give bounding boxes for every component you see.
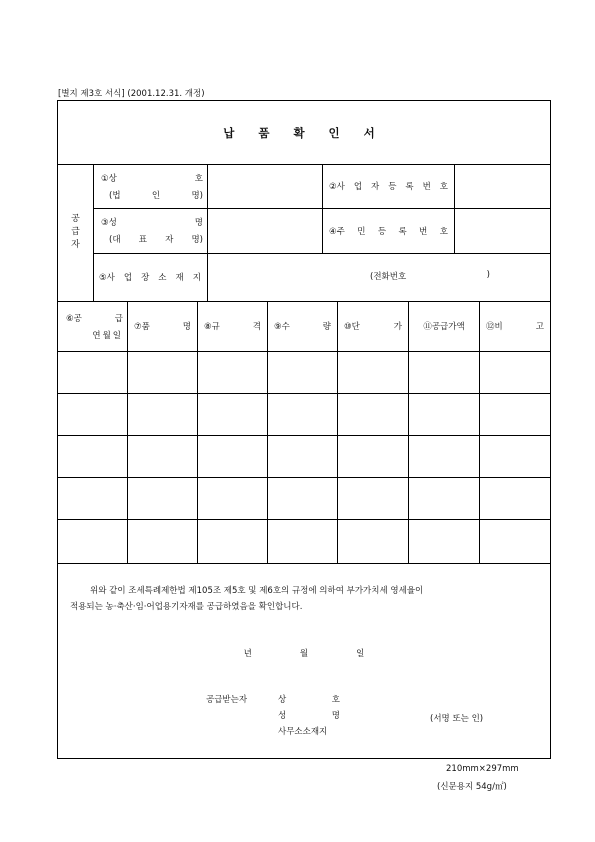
cell-supply-amount[interactable] [409, 351, 480, 393]
cell-quantity[interactable] [268, 393, 338, 435]
cell-unit-price[interactable] [338, 351, 409, 393]
business-address-field[interactable] [208, 253, 550, 301]
cell-spec[interactable] [198, 393, 268, 435]
trade-name-label-line2: (법 인 명) [109, 190, 203, 201]
date-year: 년 [243, 649, 252, 659]
trade-name-label [93, 164, 208, 208]
form-title: 납 품 확 인 서 [223, 125, 385, 140]
col-spec: ⑧규 격 [198, 301, 268, 351]
delivery-confirmation-form [57, 100, 551, 759]
cell-spec[interactable] [198, 519, 268, 563]
cell-supply-date[interactable] [58, 393, 128, 435]
items-header-row [58, 301, 550, 352]
table-row [58, 435, 550, 478]
cell-supply-amount[interactable] [409, 519, 480, 563]
supplier-row-address [93, 253, 550, 301]
cell-quantity[interactable] [268, 519, 338, 563]
cell-remarks[interactable] [480, 477, 550, 519]
date-line [58, 647, 550, 659]
date-day: 일 [356, 649, 365, 659]
col-item-name: ⑦품 명 [128, 301, 198, 351]
representative-name-label-line2: (대 표 자 명) [109, 235, 203, 245]
items-table [58, 301, 550, 564]
cell-unit-price[interactable] [338, 435, 409, 477]
cell-supply-date[interactable] [58, 519, 128, 563]
statement-text: 위와 같이 조세특례제한법 제105조 제5호 및 제6호의 규정에 의하여 부가가치세 영세율이 적용되는 농·축산·임·어업용기자재를 공급하였음을 확인합니다. [70, 586, 424, 612]
cell-item-name[interactable] [128, 435, 198, 477]
cell-remarks[interactable] [480, 435, 550, 477]
cell-remarks[interactable] [480, 351, 550, 393]
cell-quantity[interactable] [268, 435, 338, 477]
business-address-label: ⑤사 업 장 소 재 지 [93, 253, 208, 301]
cell-quantity[interactable] [268, 351, 338, 393]
table-row [58, 351, 550, 394]
receiver-address-label: 사무소소재지 [278, 727, 328, 737]
phone-number-field: (전화번호 ) [370, 270, 490, 282]
resident-reg-no-label: ④주 민 등 록 번 호 [323, 208, 455, 253]
receiver-name-label: 성 명 [278, 711, 340, 721]
title-row [58, 101, 550, 165]
receiver-trade-label: 상 호 [278, 695, 340, 705]
cell-item-name[interactable] [128, 519, 198, 563]
cell-remarks[interactable] [480, 519, 550, 563]
cell-supply-amount[interactable] [409, 477, 480, 519]
table-row [58, 519, 550, 563]
date-month: 월 [299, 649, 309, 659]
cell-unit-price[interactable] [338, 393, 409, 435]
supplier-side-label: 공급자 [58, 164, 94, 301]
paper-size-note: 210mm×297mm [446, 764, 519, 774]
cell-spec[interactable] [198, 477, 268, 519]
cell-item-name[interactable] [128, 477, 198, 519]
col-remarks: ⑫비 고 [486, 322, 544, 332]
trade-name-field[interactable] [208, 164, 323, 208]
cell-supply-amount[interactable] [409, 435, 480, 477]
cell-spec[interactable] [198, 351, 268, 393]
receiver-caption: 공급받는자 [206, 695, 248, 705]
cell-item-name[interactable] [128, 393, 198, 435]
cell-supply-date[interactable] [58, 435, 128, 477]
cell-supply-date[interactable] [58, 351, 128, 393]
trade-name-label-line1: ①상 호 [101, 173, 203, 184]
representative-name-field[interactable] [208, 208, 323, 253]
cell-remarks[interactable] [480, 393, 550, 435]
cell-quantity[interactable] [268, 477, 338, 519]
supplier-section [58, 164, 550, 302]
signature-note: (서명 또는 인) [430, 714, 484, 724]
supplier-row-trade-name [93, 164, 550, 209]
cell-supply-date[interactable] [58, 477, 128, 519]
resident-reg-no-field[interactable] [455, 208, 550, 253]
col-supply-amount: ⑪공급가액 [409, 301, 480, 351]
representative-name-label-line1: ③성 명 [101, 218, 203, 228]
col-unit-price: ⑩단 가 [338, 301, 409, 351]
paper-type-note: (신문용지 54g/㎡) [437, 782, 507, 792]
cell-spec[interactable] [198, 435, 268, 477]
col-supply-date: ⑥공 급 연월일 [58, 301, 128, 351]
table-row [58, 477, 550, 520]
business-reg-no-field[interactable] [455, 164, 550, 208]
representative-name-label [93, 208, 208, 253]
cell-unit-price[interactable] [338, 519, 409, 563]
supplier-row-representative [93, 208, 550, 254]
business-reg-no-label: ②사 업 자 등 록 번 호 [323, 164, 455, 208]
col-quantity: ⑨수 량 [268, 301, 338, 351]
cell-item-name[interactable] [128, 351, 198, 393]
cell-supply-amount[interactable] [409, 393, 480, 435]
form-reference-note: [별지 제3호 서식] (2001.12.31. 개정) [58, 89, 205, 99]
confirmation-statement [58, 563, 550, 758]
cell-unit-price[interactable] [338, 477, 409, 519]
table-row [58, 393, 550, 436]
